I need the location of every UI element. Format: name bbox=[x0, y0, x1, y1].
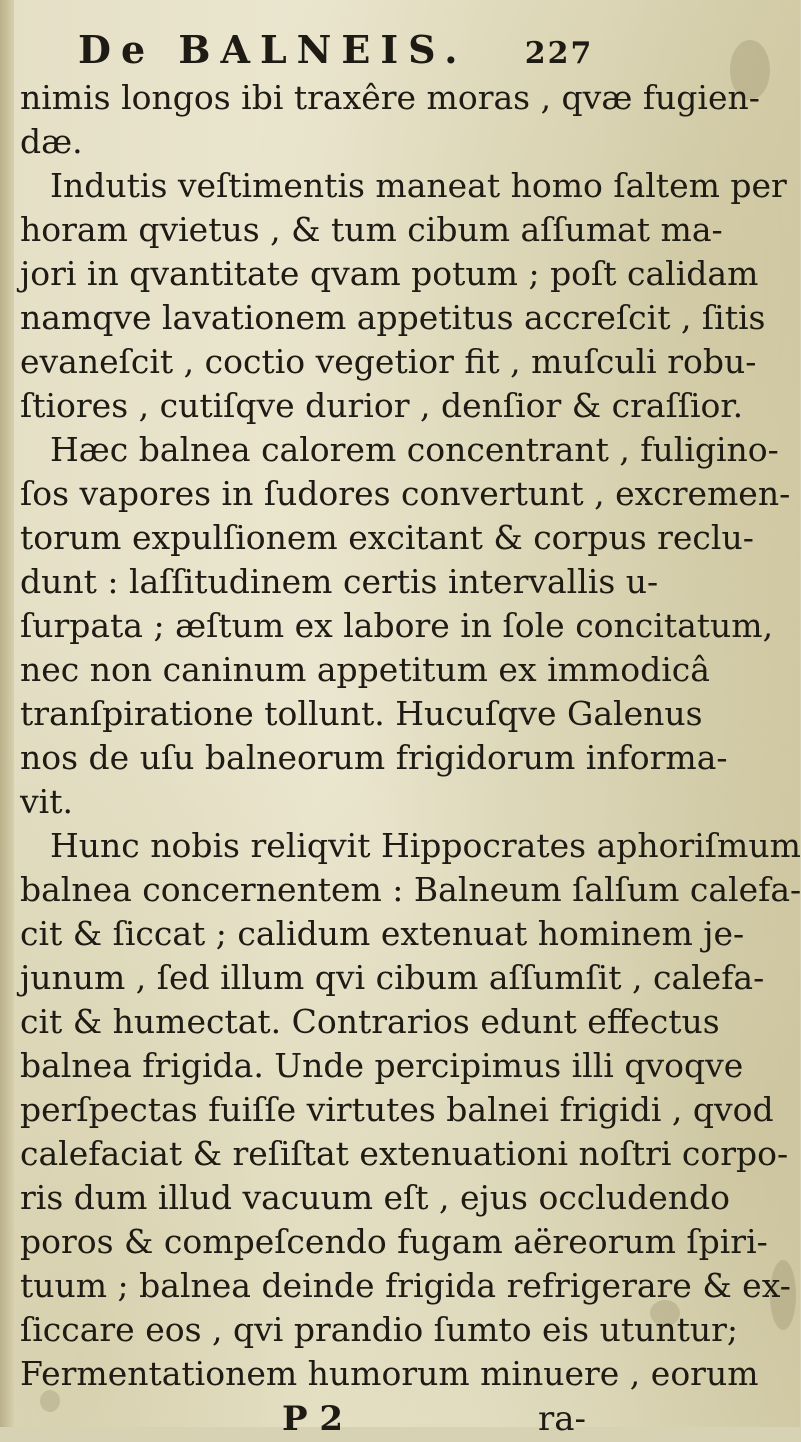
catchword: ra- bbox=[538, 1399, 587, 1439]
text-line: cit & ſiccat ; calidum extenuat hominem je- bbox=[20, 914, 745, 953]
text-line: ſos vapores in ſudores convertunt , excremen- bbox=[20, 474, 791, 513]
page-footer bbox=[20, 1396, 680, 1442]
body-text bbox=[20, 76, 801, 1396]
running-header bbox=[20, 24, 680, 76]
text-line: torum expulſionem excitant & corpus reclu- bbox=[20, 518, 754, 557]
text-line: balnea frigida. Unde percipimus illi qvoqve bbox=[20, 1046, 744, 1085]
text-line: Indutis veſtimentis maneat homo ſaltem per bbox=[50, 166, 787, 205]
running-title: De BALNEIS. bbox=[78, 27, 468, 72]
text-line: cit & humectat. Contrarios edunt effectus bbox=[20, 1002, 720, 1041]
text-line: horam qvietus , & tum cibum aſſumat ma- bbox=[20, 210, 723, 249]
text-line: balnea concernentem : Balneum ſalſum calefa- bbox=[20, 870, 801, 909]
signature-mark: P 2 bbox=[282, 1399, 344, 1439]
text-block bbox=[20, 24, 801, 1442]
text-line: Hunc nobis reliqvit Hippocrates aphoriſmum bbox=[50, 826, 801, 865]
text-line: dunt : laſſitudinem certis intervallis u- bbox=[20, 562, 659, 601]
text-line: perſpectas fuiſſe virtutes balnei frigidi , qvod bbox=[20, 1090, 774, 1129]
text-line: nimis longos ibi traxêre moras , qvæ fugien- bbox=[20, 78, 760, 117]
text-line: Fermentationem humorum minuere , eorum bbox=[20, 1354, 759, 1393]
text-line: Hæc balnea calorem concentrant , fuligino- bbox=[50, 430, 779, 469]
text-line: tuum ; balnea deinde frigida refrigerare & ex- bbox=[20, 1266, 791, 1305]
text-line: ris dum illud vacuum eſt , ejus occludendo bbox=[20, 1178, 730, 1217]
text-line: nec non caninum appetitum ex immodicâ bbox=[20, 650, 710, 689]
text-line: junum , ſed illum qvi cibum aſſumſit , calefa- bbox=[20, 958, 765, 997]
text-line: nos de uſu balneorum frigidorum informa- bbox=[20, 738, 728, 777]
page-number: 227 bbox=[524, 36, 594, 71]
text-line: ſtiores , cutiſqve durior , denſior & craſſior. bbox=[20, 386, 744, 425]
text-line: jori in qvantitate qvam potum ; poſt calidam bbox=[20, 254, 759, 293]
text-line: poros & compeſcendo fugam aëreorum ſpiri- bbox=[20, 1222, 768, 1261]
text-line: evaneſcit , coctio vegetior fit , muſculi robu- bbox=[20, 342, 757, 381]
text-line: calefaciat & reſiſtat extenuationi noſtri corpo- bbox=[20, 1134, 789, 1173]
text-line: vit. bbox=[20, 782, 73, 821]
text-line: ſiccare eos , qvi prandio ſumto eis utuntur; bbox=[20, 1310, 738, 1349]
text-line: tranſpiratione tollunt. Hucuſqve Galenus bbox=[20, 694, 703, 733]
text-line: namqve lavationem appetitus accreſcit , ſitis bbox=[20, 298, 766, 337]
page-gutter bbox=[0, 0, 14, 1427]
text-line: ſurpata ; æſtum ex labore in ſole concitatum, bbox=[20, 606, 774, 645]
text-line: dæ. bbox=[20, 122, 83, 161]
